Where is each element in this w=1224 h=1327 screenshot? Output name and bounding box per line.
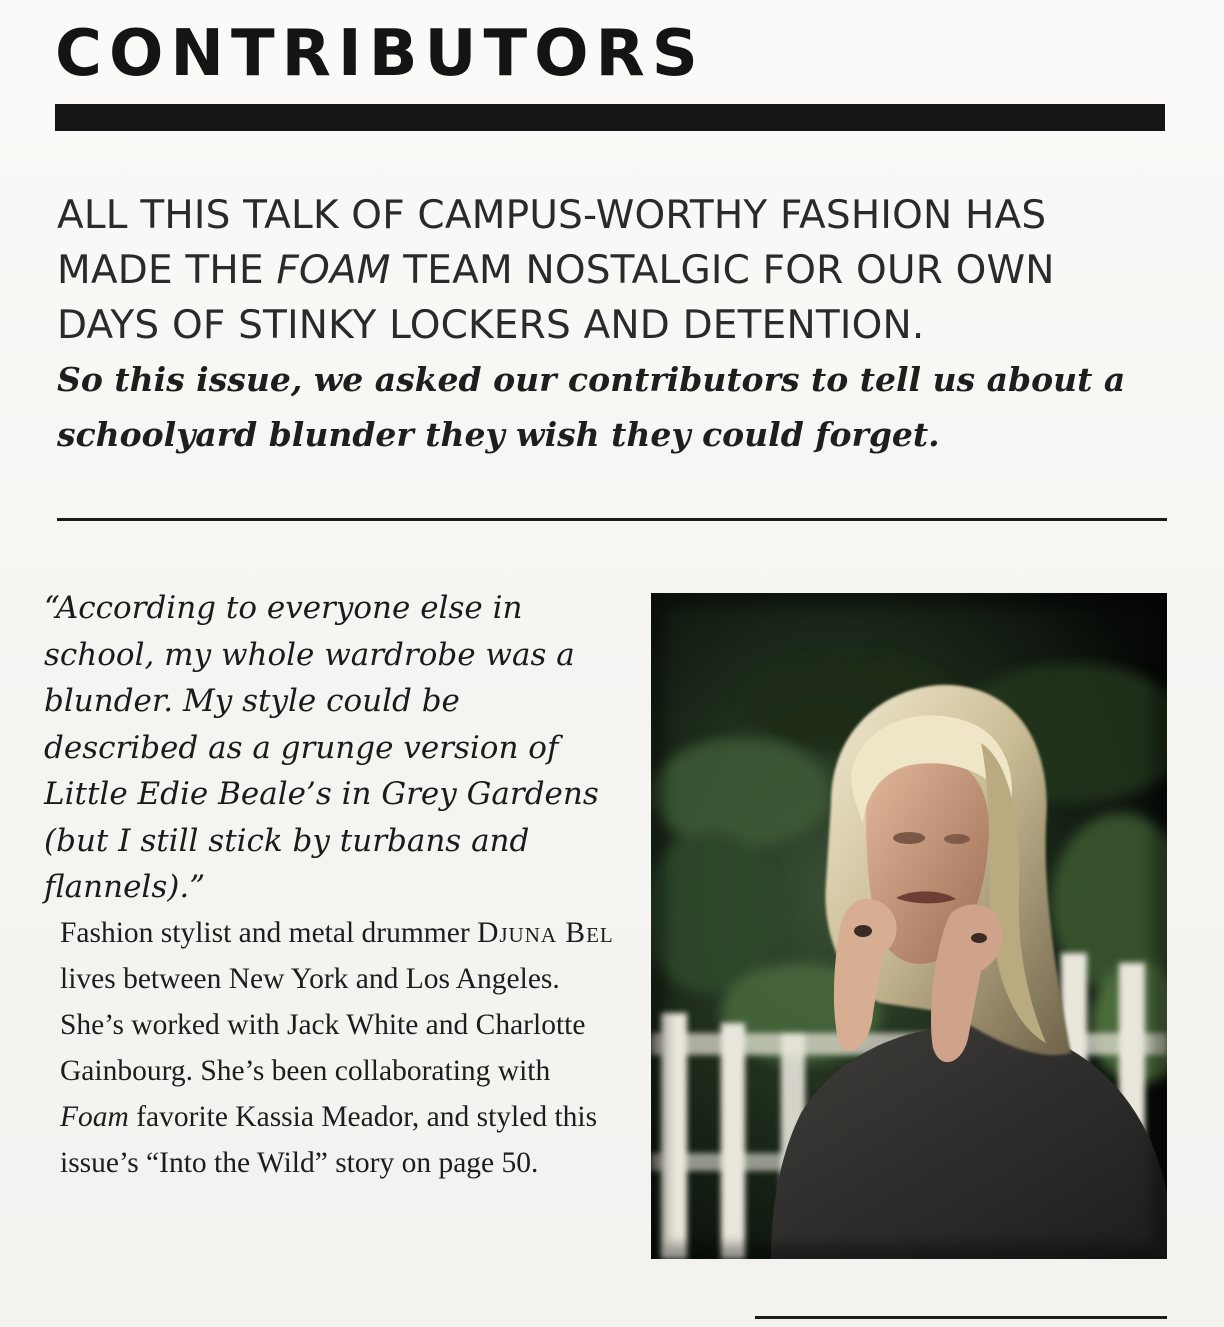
intro-part1: ALL THIS TALK OF CAMPUS-WORTHY FASHION HAS MADE THE: [57, 193, 1047, 293]
contributor-bio: [60, 910, 620, 1186]
contributor-photo: [651, 593, 1167, 1259]
portrait-illustration: [651, 593, 1167, 1259]
intro-part2: TEAM NOSTALGIC FOR OUR OWN DAYS OF STINKY LOCKERS AND DETENTION.: [57, 248, 1055, 348]
bottom-divider: [755, 1316, 1167, 1319]
bio-part1: Fashion stylist and metal drummer: [60, 917, 478, 949]
intro-magazine-name: FOAM: [276, 248, 391, 293]
contributor-name: Djuna Bel: [477, 917, 614, 949]
subintro-text: So this issue, we asked our contributors to tell us about a schoolyard blunder they wish they could forget.: [57, 360, 1126, 454]
page-title: CONTRIBUTORS: [55, 17, 705, 91]
bio-part3: favorite Kassia Meador, and styled this issue’s “Into the Wild” story on page 50.: [60, 1101, 598, 1179]
section-divider: [57, 518, 1167, 521]
bio-magazine-name: Foam: [60, 1101, 129, 1133]
title-rule: [55, 104, 1165, 131]
contributor-quote: “According to everyone else in school, my whole wardrobe was a blunder. My style could be described as a grunge version of Little Edie Beale’s in Grey Gardens (but I still stick by turbans and flannels).”: [44, 590, 599, 905]
bio-part2: lives between New York and Los Angeles. She’s worked with Jack White and Charlotte Gainbourg. She’s been collaborating with: [60, 963, 586, 1087]
intro-text: [57, 188, 1167, 353]
